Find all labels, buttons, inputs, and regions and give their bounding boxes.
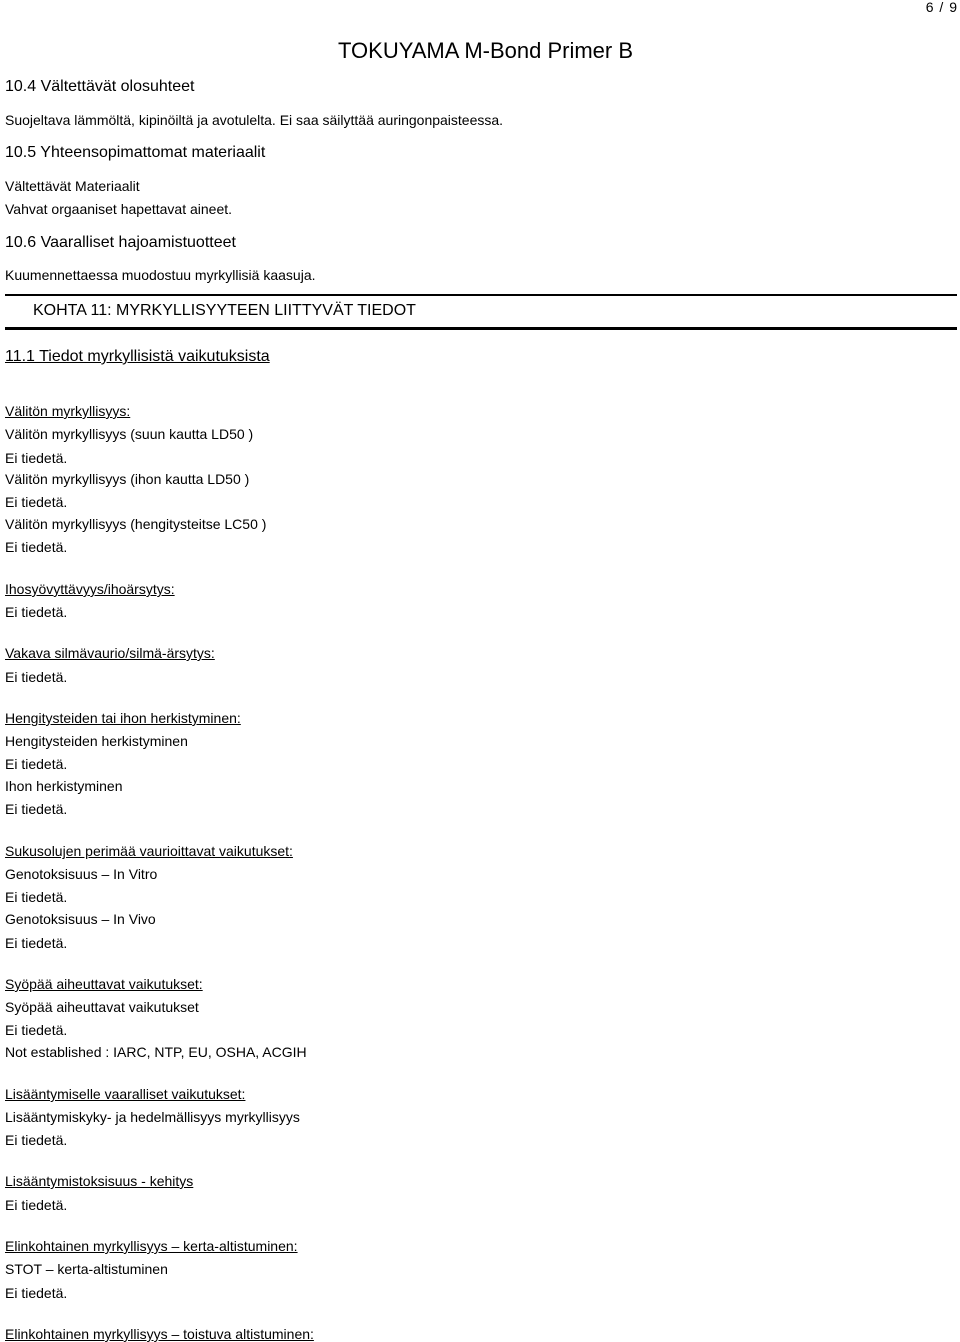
sensitization-title: Hengitysteiden tai ihon herkistyminen:	[5, 710, 241, 726]
reproductive-toxicity-value: Ei tiedetä.	[5, 1132, 68, 1148]
section-10-5-text: Vahvat orgaaniset hapettavat aineet.	[5, 201, 233, 217]
developmental-toxicity-value: Ei tiedetä.	[5, 1197, 68, 1213]
acute-dermal-value: Ei tiedetä.	[5, 494, 68, 510]
section-11-banner-title: KOHTA 11: MYRKYLLISYYTEEN LIITTYVÄT TIEDOT	[33, 302, 416, 319]
developmental-toxicity-title: Lisääntymistoksisuus - kehitys	[5, 1173, 194, 1189]
stot-single-label: STOT – kerta-altistuminen	[5, 1261, 168, 1277]
reproductive-toxicity-title: Lisääntymiselle vaaralliset vaikutukset:	[5, 1086, 246, 1102]
skin-corrosion-title: Ihosyövyttävyys/ihoärsytys:	[5, 581, 175, 597]
skin-corrosion-value: Ei tiedetä.	[5, 604, 68, 620]
stot-single-value: Ei tiedetä.	[5, 1285, 68, 1301]
genotoxicity-in-vitro-value: Ei tiedetä.	[5, 889, 68, 905]
acute-oral-value: Ei tiedetä.	[5, 450, 68, 466]
section-11-1-heading: 11.1 Tiedot myrkyllisistä vaikutuksista	[5, 348, 270, 365]
carcinogenicity-value: Ei tiedetä.	[5, 1022, 68, 1038]
section-10-5-heading: 10.5 Yhteensopimattomat materiaalit	[5, 144, 266, 161]
eye-damage-value: Ei tiedetä.	[5, 669, 68, 685]
reproductive-toxicity-label: Lisääntymiskyky- ja hedelmällisyys myrkyllisyys	[5, 1109, 300, 1125]
mutagenicity-title: Sukusolujen perimää vaurioittavat vaikutukset:	[5, 843, 293, 859]
stot-single-title: Elinkohtainen myrkyllisyys – kerta-altistuminen:	[5, 1238, 298, 1254]
section-10-6-text: Kuumennettaessa muodostuu myrkyllisiä kaasuja.	[5, 267, 316, 283]
carcinogenicity-note: Not established : IARC, NTP, EU, OSHA, ACGIH	[5, 1044, 307, 1060]
eye-damage-title: Vakava silmävaurio/silmä-ärsytys:	[5, 645, 215, 661]
section-11-banner	[5, 294, 957, 330]
genotoxicity-in-vivo-label: Genotoksisuus – In Vivo	[5, 911, 156, 927]
respiratory-sensitization-label: Hengitysteiden herkistyminen	[5, 733, 188, 749]
stot-repeated-title: Elinkohtainen myrkyllisyys – toistuva altistuminen:	[5, 1326, 314, 1342]
genotoxicity-in-vitro-label: Genotoksisuus – In Vitro	[5, 866, 158, 882]
skin-sensitization-value: Ei tiedetä.	[5, 801, 68, 817]
acute-toxicity-title: Välitön myrkyllisyys:	[5, 403, 131, 419]
page-number: 6 / 9	[925, 0, 958, 15]
acute-oral-label: Välitön myrkyllisyys (suun kautta LD50 )	[5, 426, 254, 442]
carcinogenicity-title: Syöpää aiheuttavat vaikutukset:	[5, 976, 203, 992]
carcinogenicity-label: Syöpää aiheuttavat vaikutukset	[5, 999, 199, 1015]
genotoxicity-in-vivo-value: Ei tiedetä.	[5, 935, 68, 951]
section-10-5-label: Vältettävät Materiaalit	[5, 178, 140, 194]
skin-sensitization-label: Ihon herkistyminen	[5, 778, 123, 794]
acute-inhalation-label: Välitön myrkyllisyys (hengitysteitse LC50 )	[5, 516, 267, 532]
section-10-6-heading: 10.6 Vaaralliset hajoamistuotteet	[5, 234, 236, 251]
section-10-4-text: Suojeltava lämmöltä, kipinöiltä ja avotulelta. Ei saa säilyttää auringonpaisteessa.	[5, 112, 504, 128]
respiratory-sensitization-value: Ei tiedetä.	[5, 756, 68, 772]
acute-inhalation-value: Ei tiedetä.	[5, 539, 68, 555]
document-title: TOKUYAMA M-Bond Primer B	[338, 38, 634, 63]
acute-dermal-label: Välitön myrkyllisyys (ihon kautta LD50 )	[5, 471, 250, 487]
section-10-4-heading: 10.4 Vältettävät olosuhteet	[5, 78, 195, 95]
